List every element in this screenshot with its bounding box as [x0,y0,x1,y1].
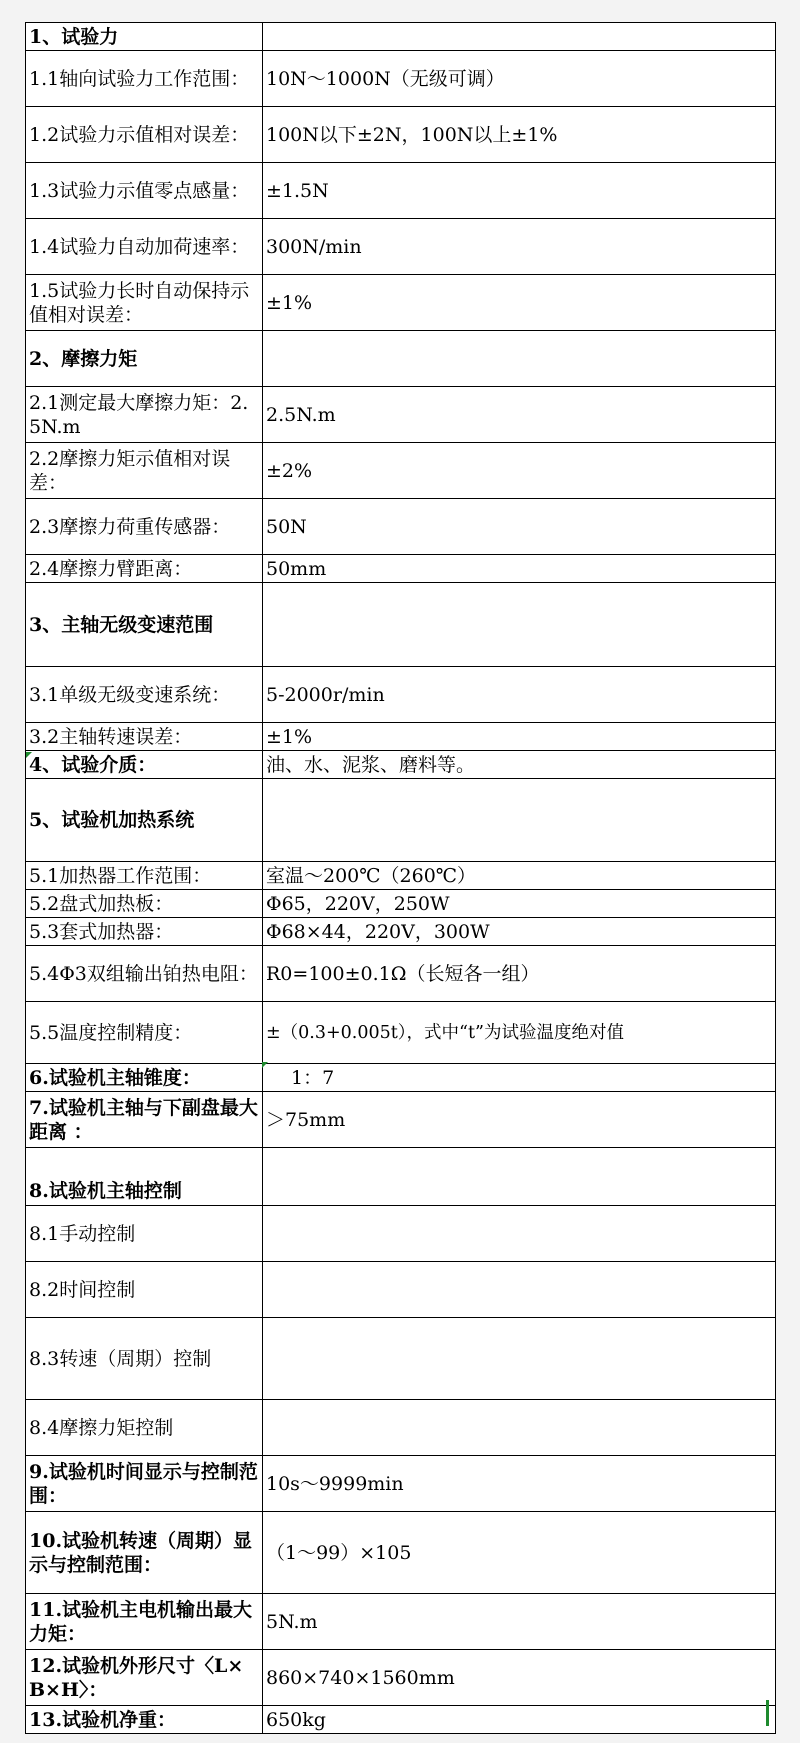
table-row [26,1400,776,1456]
cell-value[interactable]: 室温～200℃（260℃） [263,862,776,890]
cell-value[interactable]: ＞75mm [263,1092,776,1148]
table-row [26,1148,776,1206]
table-row [26,331,776,387]
cell-label[interactable]: 2.3摩擦力荷重传感器： [26,499,263,555]
cell-label[interactable]: 5.1加热器工作范围： [26,862,263,890]
cell-label[interactable]: 1.5试验力长时自动保持示值相对误差： [26,275,263,331]
cell-label[interactable]: 1.3试验力示值零点感量： [26,163,263,219]
cell-value[interactable]: 2.5N.m [263,387,776,443]
table-row [26,1594,776,1650]
cell-value[interactable]: Φ65，220V，250W [263,890,776,918]
cell-label[interactable]: 10.试验机转速（周期）显示与控制范围： [26,1512,263,1594]
table-row [26,583,776,667]
cell-label[interactable]: 8.1手动控制 [26,1206,263,1262]
cell-label[interactable]: 3、主轴无级变速范围 [26,583,263,667]
cell-value[interactable]: 860×740×1560mm [263,1650,776,1706]
cell-label[interactable]: 8.3转速（周期）控制 [26,1318,263,1400]
cell-label[interactable]: 3.1单级无级变速系统： [26,667,263,723]
cell-value[interactable] [263,779,776,862]
table-row [26,499,776,555]
cell-value[interactable]: （1～99）×105 [263,1512,776,1594]
spec-table [25,22,776,1734]
cell-label[interactable]: 5.2盘式加热板： [26,890,263,918]
cell-label[interactable]: 7.试验机主轴与下副盘最大距离 ： [26,1092,263,1148]
cell-label[interactable]: 8.2时间控制 [26,1262,263,1318]
cell-label[interactable]: 1.2试验力示值相对误差： [26,107,263,163]
cell-label[interactable]: 5.4Φ3双组输出铂热电阻： [26,946,263,1002]
table-row [26,1512,776,1594]
cell-value[interactable] [263,1400,776,1456]
cell-value[interactable]: 300N/min [263,219,776,275]
table-row [26,862,776,890]
cell-value[interactable] [263,1318,776,1400]
table-row [26,1318,776,1400]
cell-label[interactable]: 1.1轴向试验力工作范围： [26,51,263,107]
table-row [26,387,776,443]
cell-value[interactable] [263,583,776,667]
table-row [26,890,776,918]
cell-label[interactable]: 4、试验介质： [26,751,263,779]
cell-label[interactable]: 11.试验机主电机输出最大力矩： [26,1594,263,1650]
cell-value[interactable]: 10s～9999min [263,1456,776,1512]
cell-value[interactable]: ±1% [263,723,776,751]
table-row [26,1002,776,1064]
cell-label[interactable]: 6.试验机主轴锥度： [26,1064,263,1092]
table-row [26,23,776,51]
cell-label[interactable]: 3.2主轴转速误差： [26,723,263,751]
table-row [26,1064,776,1092]
table-row [26,443,776,499]
table-row [26,779,776,862]
table-row [26,918,776,946]
table-row [26,1262,776,1318]
cell-comment-indicator [262,1062,268,1068]
cell-value[interactable]: R0=100±0.1Ω（长短各一组） [263,946,776,1002]
cell-label[interactable]: 5、试验机加热系统 [26,779,263,862]
cell-label[interactable]: 1、试验力 [26,23,263,51]
cell-label[interactable]: 8.4摩擦力矩控制 [26,1400,263,1456]
table-row [26,723,776,751]
cell-label[interactable]: 5.5温度控制精度： [26,1002,263,1064]
cell-label[interactable]: 2、摩擦力矩 [26,331,263,387]
cell-value[interactable]: 50mm [263,555,776,583]
cell-value[interactable] [263,1206,776,1262]
table-row [26,1706,776,1734]
table-row [26,1456,776,1512]
table-row [26,107,776,163]
table-row [26,667,776,723]
cell-label[interactable]: 2.4摩擦力臂距离： [26,555,263,583]
cell-value[interactable] [263,23,776,51]
table-row [26,163,776,219]
cell-label[interactable]: 8.试验机主轴控制 [26,1148,263,1206]
cell-value[interactable]: ±1% [263,275,776,331]
table-row [26,219,776,275]
cell-label[interactable]: 13.试验机净重： [26,1706,263,1734]
cell-value[interactable]: 1：7 [263,1064,776,1092]
cell-value[interactable]: 100N以下±2N，100N以上±1% [263,107,776,163]
table-row [26,1092,776,1148]
cell-label[interactable]: 12.试验机外形尺寸〈L×B×H〉： [26,1650,263,1706]
cell-value[interactable]: ±（0.3+0.005t），式中“t”为试验温度绝对值 [263,1002,776,1064]
cell-value[interactable]: ±2% [263,443,776,499]
table-row [26,555,776,583]
cell-label[interactable]: 2.2摩擦力矩示值相对误差： [26,443,263,499]
cell-label[interactable]: 5.3套式加热器： [26,918,263,946]
cell-value[interactable]: 10N～1000N（无级可调） [263,51,776,107]
cell-value[interactable] [263,1262,776,1318]
table-row [26,946,776,1002]
table-row [26,51,776,107]
cell-label[interactable]: 2.1测定最大摩擦力矩：2.5N.m [26,387,263,443]
cell-value[interactable] [263,331,776,387]
table-row [26,1650,776,1706]
cell-value[interactable]: 5N.m [263,1594,776,1650]
cell-label[interactable]: 9.试验机时间显示与控制范围： [26,1456,263,1512]
cell-value[interactable] [263,1148,776,1206]
cell-value[interactable]: 油、水、泥浆、磨料等。 [263,751,776,779]
cell-value[interactable]: ±1.5N [263,163,776,219]
cell-value[interactable]: 650kg [263,1706,776,1734]
cell-value[interactable]: Φ68×44，220V，300W [263,918,776,946]
cell-label[interactable]: 1.4试验力自动加荷速率： [26,219,263,275]
table-row [26,1206,776,1262]
selection-cursor [766,1700,769,1726]
cell-value[interactable]: 5-2000r/min [263,667,776,723]
table-row [26,275,776,331]
cell-comment-indicator [26,752,32,758]
cell-value[interactable]: 50N [263,499,776,555]
table-row [26,751,776,779]
